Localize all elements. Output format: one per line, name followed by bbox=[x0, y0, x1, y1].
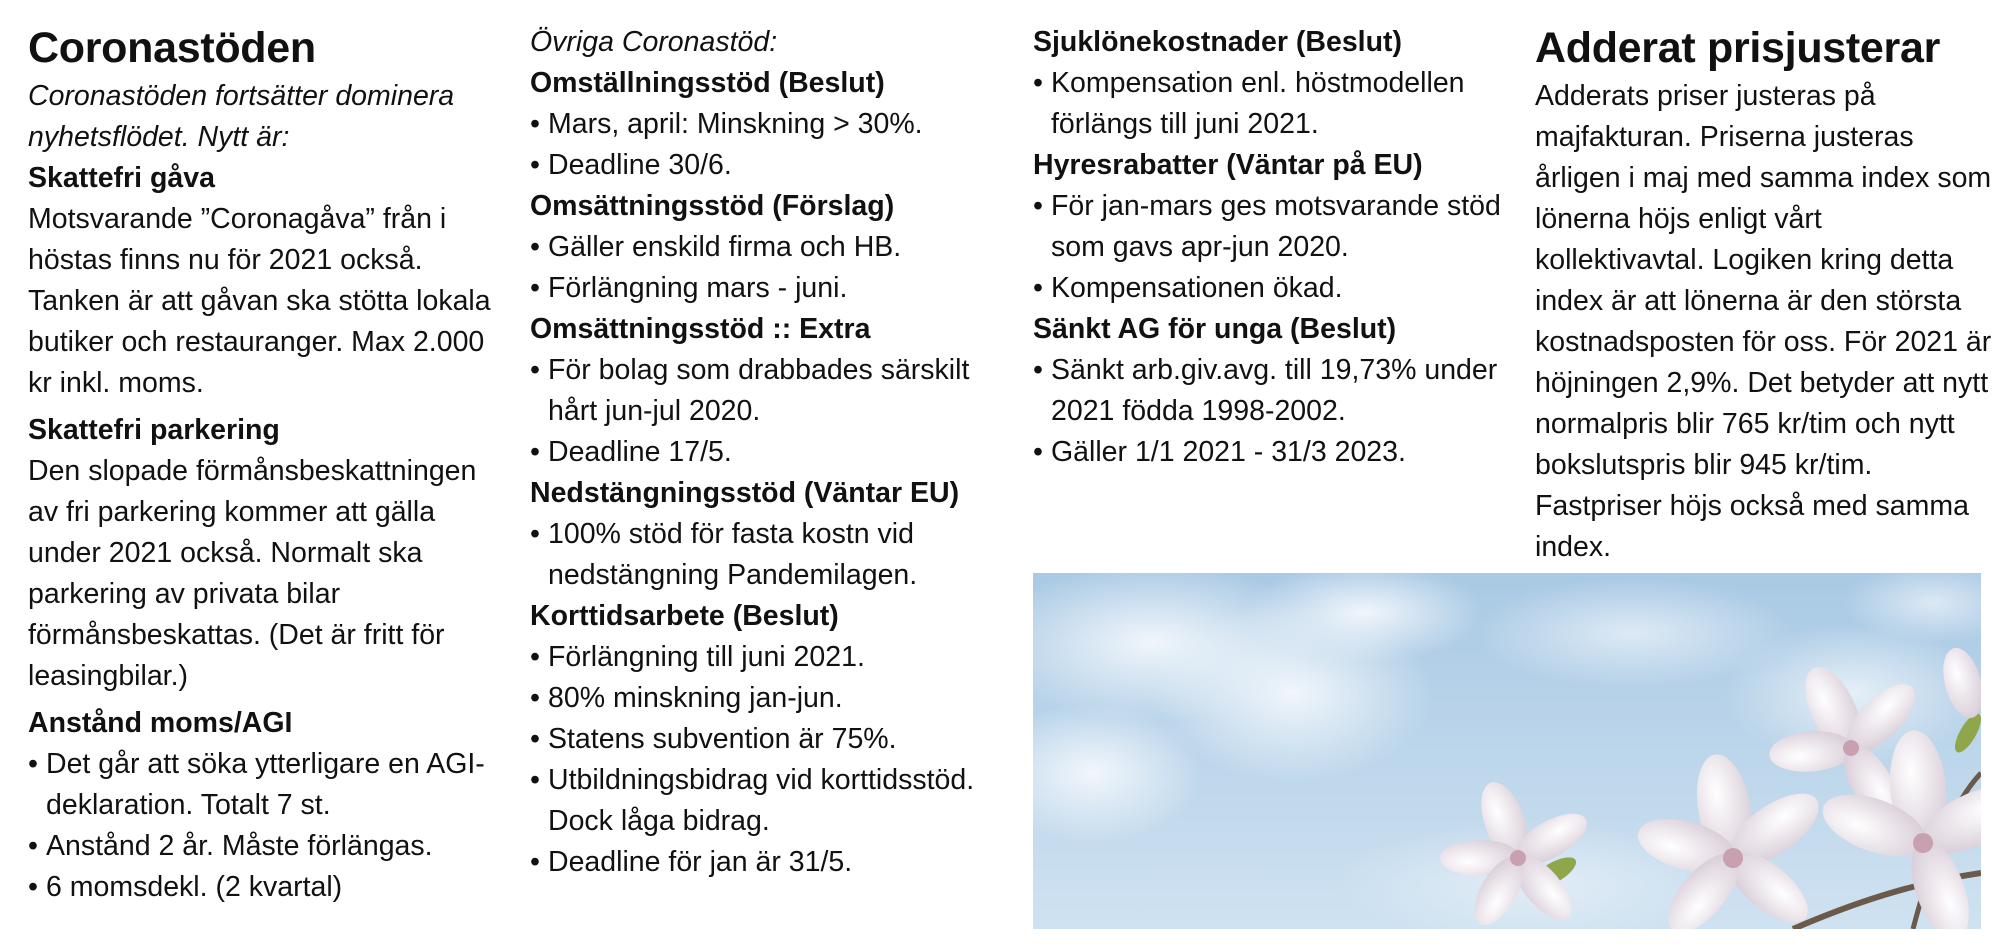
article-title: Adderat prisjusterar bbox=[1535, 24, 1941, 72]
section-text: Den slopade förmånsbeskattningen av fri parkering kommer att gälla under 2021 också. Normalt ska parkering av privata bilar förmånsbeskattas. (Det är fritt för leasingbilar.) bbox=[28, 455, 477, 692]
bullet-item: • Gäller enskild firma och HB. bbox=[530, 231, 902, 263]
column-stod-forts bbox=[1033, 22, 1503, 473]
section-heading: Skattefri parkering bbox=[28, 414, 280, 446]
section-heading: Omsättningsstöd (Förslag) bbox=[530, 190, 895, 222]
bullet-item: • Kompensation enl. höstmodellen förlängs till juni 2021. bbox=[1033, 67, 1465, 140]
bullet-item: • Det går att söka ytterligare en AGI-deklaration. Totalt 7 st. bbox=[28, 748, 485, 821]
column-kicker: Övriga Coronastöd: bbox=[530, 26, 778, 58]
section-heading: Omställningsstöd (Beslut) bbox=[530, 67, 885, 99]
bullet-item: • 100% stöd för fasta kostn vid nedstängning Pandemilagen. bbox=[530, 518, 918, 591]
bullet-item: • Kompensationen ökad. bbox=[1033, 272, 1343, 304]
section-heading: Nedstängningsstöd (Väntar EU) bbox=[530, 477, 960, 509]
bullet-item: • Anstånd 2 år. Måste förlängas. bbox=[28, 830, 433, 862]
bullet-item: • 80% minskning jan-jun. bbox=[530, 682, 843, 714]
magnolia-image bbox=[1033, 573, 1981, 929]
section-heading: Skattefri gåva bbox=[28, 162, 215, 194]
article-text: Adderats priser justeras på majfakturan. Priserna justeras årligen i maj med samma index som lönerna höjs enligt vårt kollektivavtal. Logiken kring detta index är att lönerna är den största kostnadsposten för oss. För 2021 är höjningen 2,9%. Det betyder att nytt normalpris blir 765 kr/tim och nytt bokslutspris blir 945 kr/tim. Fastpriser höjs också med samma index. bbox=[1535, 80, 1992, 563]
column-coronastoden bbox=[28, 22, 498, 908]
section-heading: Korttidsarbete (Beslut) bbox=[530, 600, 839, 632]
section-heading: Omsättningsstöd :: Extra bbox=[530, 313, 871, 345]
bullet-item: • Mars, april: Minskning > 30%. bbox=[530, 108, 923, 140]
column-ovriga-coronastod bbox=[530, 22, 1000, 883]
article-lead: Coronastöden fortsätter dominera nyhetsflödet. Nytt är: bbox=[28, 80, 455, 153]
bullet-item: • Sänkt arb.giv.avg. till 19,73% under 2021 födda 1998-2002. bbox=[1033, 354, 1498, 427]
section-heading: Hyresrabatter (Väntar på EU) bbox=[1033, 149, 1423, 181]
bullet-item: • För bolag som drabbades särskilt hårt jun-jul 2020. bbox=[530, 354, 970, 427]
column-adderat-prisjusterar bbox=[1535, 22, 1995, 568]
bullet-item: • Gäller 1/1 2021 - 31/3 2023. bbox=[1033, 436, 1406, 468]
bullet-item: • Deadline 30/6. bbox=[530, 149, 732, 181]
bullet-item: • Deadline 17/5. bbox=[530, 436, 732, 468]
article-title: Coronastöden bbox=[28, 24, 316, 72]
bullet-item: • För jan-mars ges motsvarande stöd som gavs apr-jun 2020. bbox=[1033, 190, 1501, 263]
bullet-item: • 6 momsdekl. (2 kvartal) bbox=[28, 871, 343, 903]
section-heading: Sjuklönekostnader (Beslut) bbox=[1033, 26, 1402, 58]
section-heading: Sänkt AG för unga (Beslut) bbox=[1033, 313, 1397, 345]
bullet-item: • Förlängning till juni 2021. bbox=[530, 641, 865, 673]
bullet-item: • Statens subvention är 75%. bbox=[530, 723, 897, 755]
bullet-item: • Förlängning mars - juni. bbox=[530, 272, 848, 304]
bullet-item: • Deadline för jan är 31/5. bbox=[530, 846, 853, 878]
bullet-item: • Utbildningsbidrag vid korttidsstöd. Dock låga bidrag. bbox=[530, 764, 975, 837]
section-heading: Anstånd moms/AGI bbox=[28, 707, 293, 739]
sky-magnolia-photo bbox=[1033, 573, 1981, 929]
section-text: Motsvarande ”Coronagåva” från i höstas finns nu för 2021 också. Tanken är att gåvan ska stötta lokala butiker och restauranger. Max 2.000 kr inkl. moms. bbox=[28, 203, 491, 399]
